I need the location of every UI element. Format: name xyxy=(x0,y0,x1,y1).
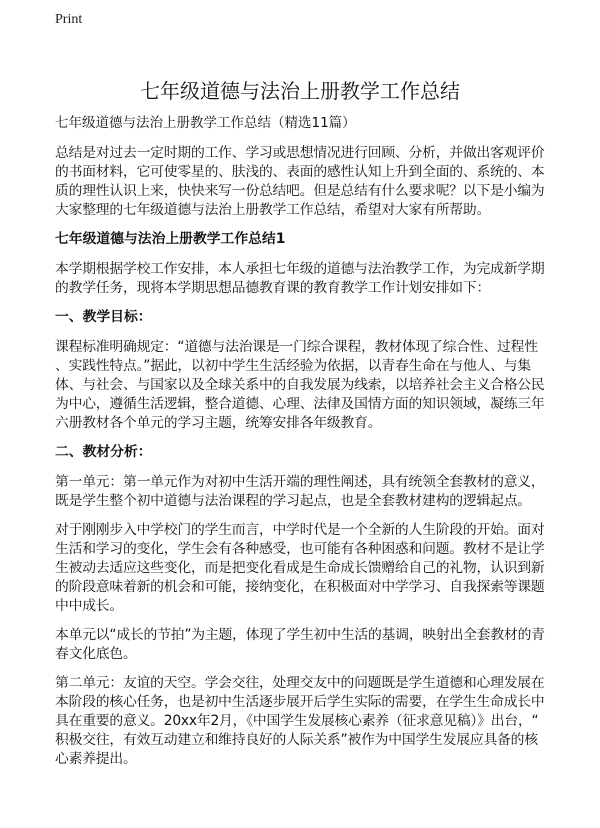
content-blocks xyxy=(55,144,555,769)
paragraph-line: 大家整理的七年级道德与法治上册教学工作总结，希望对大家有所帮助。 xyxy=(55,202,491,218)
paragraph-line: 既是学生整个初中道德与法治课程的学习起点，也是全套教材建构的逻辑起点。 xyxy=(55,493,531,509)
paragraph-line: 课程标准明确规定：“道德与法治课是一门综合课程，教材体现了综合性、过程性 xyxy=(55,339,538,355)
paragraph-line: 第一单元：第一单元作为对初中生活开端的理性阐述，具有统领全套教材的意义， xyxy=(55,474,545,490)
paragraph-line: 六册教材各个单元的学习主题，统筹安排各年级教育。 xyxy=(55,415,382,431)
paragraph xyxy=(55,260,555,298)
paragraph-line: 心素养提出。 xyxy=(55,751,137,767)
paragraph xyxy=(55,473,555,511)
paragraph-line: 本单元以“成长的节拍”为主题，体现了学生初中生活的基调，映射出全套教材的青 xyxy=(55,627,545,643)
paragraph-line: 中中成长。 xyxy=(55,598,123,614)
paragraph-line: 生被动去适应这些变化，而是把变化看成是生命成长馈赠给自己的礼物，认识到新 xyxy=(55,560,545,576)
paragraph-line: 体、与社会、与国家以及全球关系中的自我发展为线索，以培养社会主义合格公民 xyxy=(55,377,545,393)
paragraph-line: 的教学任务，现将本学期思想品德教育课的教育教学工作计划安排如下： xyxy=(55,280,491,296)
paragraph-line: 春文化底色。 xyxy=(55,646,137,662)
paragraph-line: 为中心，遵循生活逻辑，整合道德、心理、法律及国情方面的知识领域，凝练三年 xyxy=(55,396,545,412)
section-heading: 一、教学目标： xyxy=(55,309,152,325)
paragraph-line: 积极交往，有效互动建立和维持良好的人际关系”被作为中国学生发展应具备的核 xyxy=(55,732,538,748)
paragraph xyxy=(55,626,555,664)
section-heading: 二、教材分析： xyxy=(55,444,152,460)
paragraph xyxy=(55,144,555,220)
document-body xyxy=(55,78,555,779)
paragraph xyxy=(55,674,555,769)
section-heading: 七年级道德与法治上册教学工作总结1 xyxy=(55,231,286,247)
paragraph-line: 具在重要的意义。20xx年2月，《中国学生发展核心素养（征求意见稿）》出台，“ xyxy=(55,713,539,729)
print-link[interactable]: Print xyxy=(55,12,83,27)
paragraph-line: 第二单元：友谊的天空。学会交往，处理交友中的问题既是学生道德和心理发展在 xyxy=(55,675,545,691)
paragraph xyxy=(55,338,555,433)
paragraph-line: 、实践性特点。”据此，以初中学生生活经验为依据，以青春生命在与他人、与集 xyxy=(55,358,531,374)
document-subtitle: 七年级道德与法治上册教学工作总结（精选11篇） xyxy=(55,115,356,131)
paragraph-line: 生活和学习的变化，学生会有各种感受，也可能有各种困惑和问题。教材不是让学 xyxy=(55,541,545,557)
paragraph-line: 的阶段意味着新的机会和可能，接纳变化，在积极面对中学学习、自我探索等课题 xyxy=(55,579,545,595)
paragraph-line: 对于刚刚步入中学校门的学生而言，中学时代是一个全新的人生阶段的开始。面对 xyxy=(55,522,545,538)
paragraph-line: 本学期根据学校工作安排，本人承担七年级的道德与法治教学工作，为完成新学期 xyxy=(55,261,545,277)
paragraph-line: 总结是对过去一定时期的工作、学习或思想情况进行回顾、分析，并做出客观评价 xyxy=(55,145,545,161)
paragraph-line: 质的理性认识上来，快快来写一份总结吧。但是总结有什么要求呢？以下是小编为 xyxy=(55,183,545,199)
page-title: 七年级道德与法治上册教学工作总结 xyxy=(140,79,460,103)
paragraph-line: 的书面材料，它可使零星的、肤浅的、表面的感性认知上升到全面的、系统的、本 xyxy=(55,164,545,180)
paragraph-line: 本阶段的核心任务，也是初中生活逐步展开后学生实际的需要，在学生生命成长中 xyxy=(55,694,545,710)
paragraph xyxy=(55,521,555,616)
